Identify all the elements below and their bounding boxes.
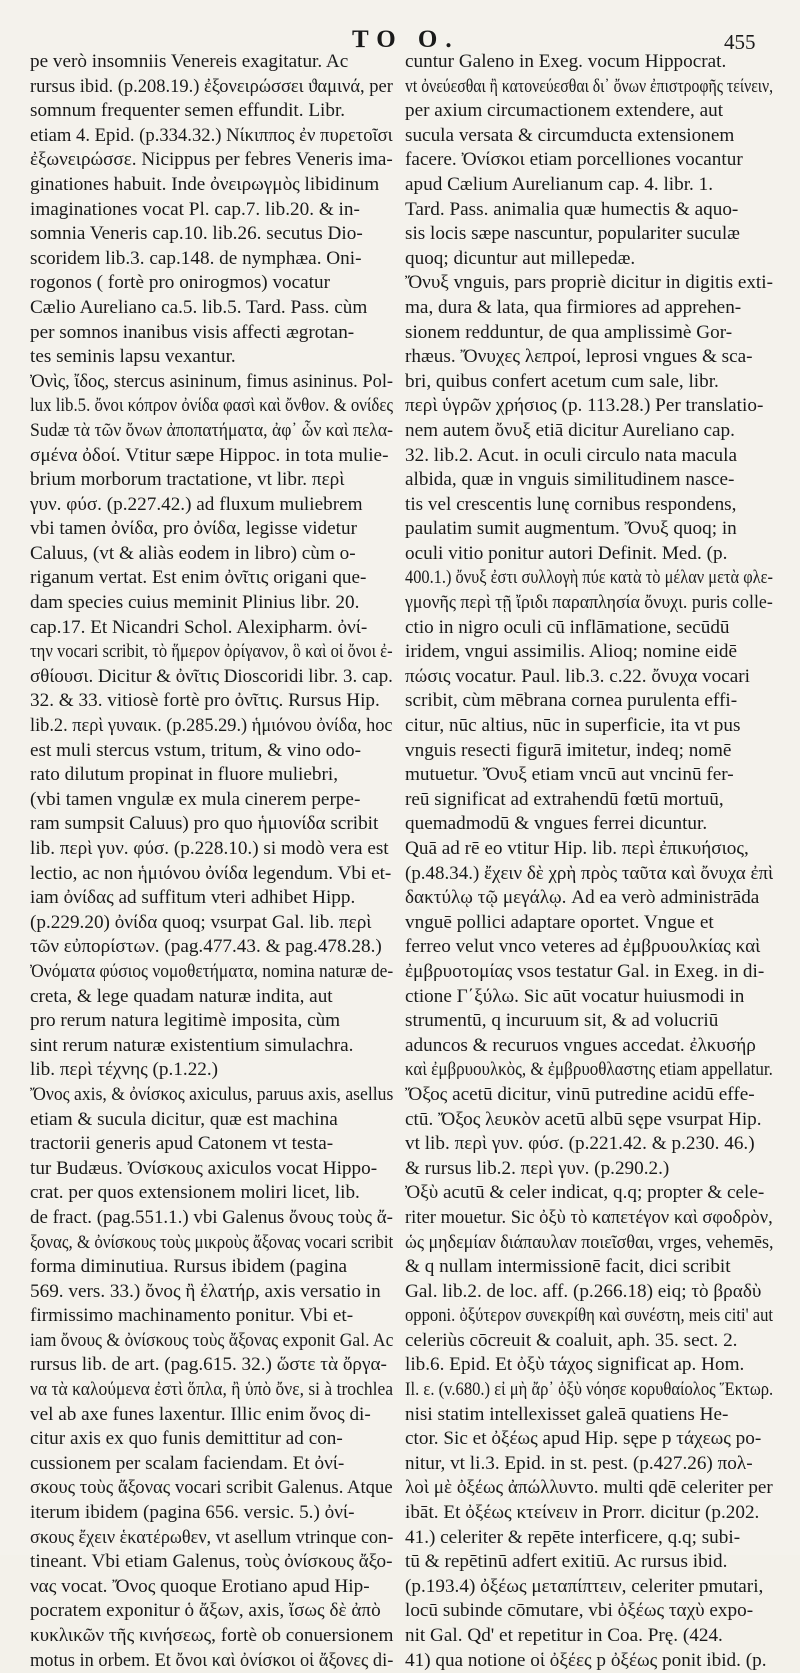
text-line: nisi statim intellexisset galeā quatiens He- (405, 1403, 729, 1425)
text-line: περὶ ὑγρῶν χρήσιος (p. 113.28.) Per translatio- (405, 395, 764, 417)
text-line: nit Gal. Qd' et repetitur in Coa. Prę. (424. (405, 1625, 723, 1646)
text-line: (vbi tamen vngulæ ex mula cinerem perpe- (30, 788, 361, 810)
text-line: vnguis resecti figurā imitetur, indeq; nomē (405, 739, 732, 761)
text-line: ferreo velut vnco veteres ad ἐμβρυουλκίας καὶ (405, 936, 761, 958)
text-line: Ὄξος acetū dicitur, vinū putredine acidū effe- (405, 1083, 755, 1105)
text-line: σθίουσι. Dicitur & ὀνῖτις Dioscoridi libr. 3. cap. (30, 665, 393, 687)
text-line: iam ὄνους & ὀνίσκους τοὺς ἄξονας exponit Gal. Ac (30, 1329, 394, 1351)
text-line: & rursus lib.2. περὶ γυν. (p.290.2.) (405, 1157, 670, 1179)
text-line: καὶ ἐμβρυουλκὸς, & ἐμβρυοθλαστης etiam appellatur. (405, 1059, 773, 1081)
text-line: albida, quæ in vnguis similitudinem nasce- (405, 469, 735, 491)
text-line: per somnos inanibus visis affecti ægrotan- (30, 321, 355, 343)
text-line: lib.2. περὶ γυναικ. (p.285.29.) ἡμιόνου ὀνίδα, hoc (30, 715, 393, 737)
text-line: iam ὀνίδας ad suffitum vteri adhibet Hipp. (30, 887, 356, 909)
text-line: tractorii generis apud Catonem vt testa- (30, 1133, 334, 1155)
text-line: crat. per quos extensionem moliri licet, lib. (30, 1182, 360, 1204)
text-line: λοὶ μὲ ὀξέως ἀπώλλυντο. multi qdē celeriter per (405, 1477, 773, 1499)
text-line: somnum frequenter semen effundit. Libr. (30, 100, 346, 122)
text-line: ram sumpsit Caluus) pro quo ἡμιονίδα scribit (30, 813, 379, 835)
text-line: lib. περὶ τέχνης (p.1.22.) (30, 1059, 219, 1081)
text-line: oculi vitio ponitur autori Definit. Med. (p. (405, 542, 728, 564)
text-line: iridem, vngui assimilis. Alioq; nomine eidē (405, 641, 738, 663)
text-line: rhæus. Ὄνυχες λεπροί, leprosi vngues & sca- (405, 346, 753, 368)
text-line: brium morborum tractatione, vt libr. περὶ (30, 469, 345, 491)
text-line: ἐμβρυοτομίας vsos testatur Gal. in Exeg. in di- (405, 960, 765, 982)
text-line: την vocari scribit, τὸ ἥμερον ὀρίγανον, ὃ καὶ οἱ ὄνοι ἐ- (30, 641, 393, 663)
text-line: rato dilutum propinat in fluore muliebri, (30, 764, 339, 786)
right-column (405, 50, 773, 1673)
text-line: γμονῆς περὶ τῇ ἴριδι παραπλησία ὄνυχι. puris colle- (405, 592, 773, 614)
text-line: κυκλικῶν τῆς κινήσεως, fortè ob conuersionem (30, 1625, 394, 1646)
text-line: 32. & 33. vitiosè fortè pro ὀνῖτις. Rursus Hip. (30, 690, 380, 712)
text-line: & q nullam intermissionē facit, dici scribit (405, 1256, 731, 1278)
text-line: tur Budæus. Ὀνίσκους axiculos vocat Hippo- (30, 1157, 378, 1179)
text-line: reū significat ad extrahendū fœtū mortuū, (405, 788, 724, 810)
text-line: Gal. lib.2. de loc. aff. (p.266.18) eiq; τὸ βραδὺ (405, 1280, 762, 1302)
text-line: sionem redduntur, de qua amplissimè Gor- (405, 321, 733, 343)
left-column (30, 50, 393, 1673)
text-line: lectio, ac non ἡμιόνου ὀνίδα legendum. Vbi et- (30, 862, 392, 884)
text-line: vt lib. περὶ γυν. φύσ. (p.221.42. & p.230. 46.) (405, 1133, 755, 1155)
text-line: celeriùs cōcreuit & coaluit, aph. 35. sect. 2. (405, 1329, 738, 1351)
text-line: opponi. ὀξύτερον συνεκρίθη καὶ συνέστη, meis citi' aut (405, 1305, 774, 1327)
text-line: facere. Ὀνίσκοι etiam porcelliones vocantur (405, 149, 743, 171)
text-line: scoridem lib.3. cap.148. de nymphæa. Oni- (30, 247, 362, 269)
text-line: σκους ἔχειν ἑκατέρωθεν, vt asellum vtrinque con- (30, 1526, 394, 1548)
text-line: νας vocat. Ὄνος quoque Erotiano apud Hip- (30, 1575, 370, 1597)
text-line: etiam 4. Epid. (p.334.32.) Νίκιππος ἐν πυρετοῖσι (30, 124, 393, 146)
text-line: σμένα ὀδοί. Vtitur sæpe Hippoc. in tota mulie- (30, 444, 389, 466)
text-line: vel ab axe funes laxentur. Illic enim ὄνος di- (30, 1403, 371, 1425)
text-line: Ὀξὺ acutū & celer indicat, q.q; propter & cele- (405, 1182, 765, 1204)
text-line: sint rerum naturæ existentium simulachra. (30, 1034, 354, 1056)
text-line: να τὰ καλούμενα ἐστὶ ὅπλα, ἢ ὑπὸ ὄνε, si à trochlea (30, 1379, 394, 1401)
text-line: citur axis ex quo funis demittitur ad con- (30, 1428, 343, 1450)
text-line: ctor. Sic et ὀξέως apud Hip. sępe p τάχεως po- (405, 1428, 762, 1450)
text-line: Caluus, (vt & aliàs eodem in libro) cùm o- (30, 542, 356, 564)
text-line: motus in orbem. Et ὄνοι καὶ ὀνίσκοι οἱ ἄξονες di- (30, 1649, 394, 1671)
text-line: pro rerum natura legitimè imposita, cùm (30, 1010, 341, 1032)
text-line: lib. περὶ γυν. φύσ. (p.228.10.) si modò vera est (30, 838, 389, 859)
text-line: rogonos ( fortè pro onirogmos) vocatur (30, 272, 331, 294)
text-line: forma diminutiua. Rursus ibidem (pagina (30, 1256, 348, 1278)
text-line: somnia Veneris cap.10. lib.26. secutus Dio- (30, 223, 363, 245)
text-line: strumentū, q incuruum sit, & ad volucriū (405, 1010, 719, 1032)
text-line: ibāt. Et ὀξέως κτείνειν in Prorr. dicitur (p.202. (405, 1502, 760, 1524)
text-line: 41.) celeriter & repēte interficere, q.q; subi- (405, 1526, 741, 1548)
text-line: sucula versata & circumducta extensionem (405, 124, 735, 146)
text-line: tes seminis lapsu vexantur. (30, 346, 236, 368)
text-line: nem autem ὄνυξ etiā dicitur Aureliano cap. (405, 419, 735, 441)
text-line: mutuetur. Ὄνυξ etiam vncū aut vncinū fer- (405, 764, 734, 786)
text-line: quemadmodū & vngues ferrei dicuntur. (405, 813, 708, 835)
text-line: riter mouetur. Sic ὀξὺ τὸ καπετέγον καὶ σφοδρὸν, (405, 1206, 773, 1228)
text-line: vbi tamen ὀνίδα, pro ὀνίδα, legisse videtur (30, 518, 357, 540)
text-line: σκους τοὺς ἄξονας vocari scribit Galenus. Atque (30, 1477, 393, 1499)
text-line: vnguē pollici adaptare oportet. Vngue et (405, 911, 714, 933)
text-line: rursus lib. de art. (pag.615. 32.) ὥστε τὰ ὄργα- (30, 1354, 387, 1376)
text-line: tineant. Vbi etiam Galenus, τοὺς ὀνίσκους ἄξο- (30, 1551, 393, 1573)
text-line: Cælio Aureliano ca.5. lib.5. Tard. Pass. cùm (30, 296, 368, 318)
text-line: ἐξωνειρώσσε. Nicippus per febres Veneris ima- (30, 149, 393, 171)
text-line: rursus ibid. (p.208.19.) ἐξονειρώσσει ϑαμινά, per (30, 75, 393, 97)
page-number: 455 (724, 30, 756, 54)
text-line: ginationes habuit. Inde ὀνειρωγμὸς libidinum (30, 173, 380, 195)
text-line: Il. ε. (v.680.) εἰ μὴ ἄρ᾽ ὀξὺ νόησε κορυθαίολος Ἕκτωρ. (405, 1379, 774, 1401)
text-line: paulatim sumit augmentum. Ὄνυξ quoq; in (405, 518, 737, 540)
text-line: pocratem exponitur ὁ ἄξων, axis, ἴσως δὲ ἀπὸ (30, 1600, 381, 1622)
text-line: cuntur Galeno in Exeg. vocum Hippocrat. (405, 51, 727, 72)
text-line: 569. vers. 33.) ὄνος ἢ ἐλατήρ, axis versatio in (30, 1280, 381, 1302)
text-line: δακτύλῳ τῷ μεγάλῳ. Ad ea verò administrāda (405, 887, 760, 909)
text-line: firmissimo machinamento ponitur. Vbi et- (30, 1305, 354, 1327)
text-line: ctū. Ὄξος λευκὸν acetū albū sępe vsurpat Hip. (405, 1108, 762, 1130)
text-line: locū subinde cōmutare, vbi ὀξέως ταχὺ expo- (405, 1600, 754, 1622)
text-line: quoq; dicuntur aut millepedæ. (405, 247, 636, 269)
text-line: riganum vertat. Est enim ὀνῖτις origani que- (30, 567, 367, 589)
text-line: bri, quibus confert acetum cum sale, libr. (405, 370, 719, 392)
text-line: citur, nūc altius, nūc in superficie, ita vt pus (405, 715, 741, 737)
text-line: ξονας, & ὀνίσκους τοὺς μικροὺς ἄξονας vocari scribit (30, 1231, 394, 1253)
text-line: vt ὀνεύεσθαι ἢ κατονεύεσθαι δι᾽ ὄνων ἐπιστροφῆς τείνειν, (405, 75, 774, 97)
text-line: Ὄνυξ vnguis, pars propriè dicitur in digitis exti- (405, 272, 773, 294)
text-line: cussionem per scalam faciendam. Et ὀνί- (30, 1452, 345, 1474)
text-line: Ὄνος axis, & ὀνίσκος axiculus, paruus axis, asellus (30, 1083, 394, 1105)
text-line: lux lib.5. ὄνοι κόπρον ὀνίδα φασὶ καὶ ὄνθον. & ονίδες (30, 395, 394, 417)
text-line: imaginationes vocat Pl. cap.7. lib.20. & in- (30, 198, 360, 220)
text-line: 32. lib.2. Acut. in oculi circulo nata macula (405, 444, 737, 466)
text-line: est muli stercus vstum, tritum, & vino odo- (30, 739, 361, 761)
text-line: tis vel crescentis lunę cornibus respondens, (405, 493, 737, 515)
text-line: creta, & lege quadam naturæ indita, aut (30, 985, 333, 1007)
text-line: πώσις vocatur. Paul. lib.3. c.22. ὄνυχα vocari (405, 665, 750, 687)
text-line: ma, dura & lata, qua firmiores ad apprehen- (405, 296, 742, 318)
text-line: (p.193.4) ὀξέως μεταπίπτειν, celeriter pmutari, (405, 1575, 764, 1597)
text-line: Quā ad rē eo vtitur Hip. lib. περὶ ἐπικυήσιος, (405, 838, 749, 859)
text-line: τῶν εὐπορίστων. (pag.477.43. & pag.478.28.) (30, 936, 382, 958)
text-line: Tard. Pass. animalia quæ humectis & aquo- (405, 198, 739, 220)
text-line: (p.48.34.) ἔχειν δὲ χρὴ πρὸς ταῦτα καὶ ὄνυχα ἐπὶ (405, 862, 774, 884)
text-line: 41) qua notione οἱ ὀξέες p ὀξέως ponit ibid. (p. (405, 1649, 767, 1671)
text-line: ὡς μηδεμίαν διάπαυλαν ποιεῖσθαι, vrges, vehemēs, (405, 1231, 774, 1253)
text-line: pe verò insomniis Venereis exagitatur. Ac (30, 51, 349, 72)
text-line: per axium circumactionem extendere, aut (405, 100, 724, 122)
running-head: ΤΟ Ο. (352, 26, 460, 53)
text-line: tū & repētinū adfert exitiū. Ac rursus ibid. (405, 1551, 728, 1573)
text-line: cap.17. Et Nicandri Schol. Alexipharm. ὀνί- (30, 616, 368, 638)
text-line: iterum ibidem (pagina 656. versic. 5.) ὀνί- (30, 1502, 355, 1524)
text-line: scribit, cùm mēbrana cornea purulenta effi- (405, 690, 738, 712)
text-line: dam species cuius meminit Plinius libr. 20. (30, 592, 360, 614)
text-line: aduncos & recuruos vngues accedat. ἐλκυσήρ (405, 1034, 756, 1056)
text-line: Ὀνὶς, ἴδος, stercus asininum, fimus asininus. Pol- (30, 370, 394, 392)
text-line: etiam & sucula dicitur, quæ est machina (30, 1108, 338, 1130)
text-line: Ὀνόματα φύσιος νομοθετήματα, nomina naturæ de- (30, 960, 394, 982)
text-line: (p.229.20) ὀνίδα quoq; vsurpat Gal. lib. περὶ (30, 911, 372, 933)
text-line: nitur, vt li.3. Epid. in st. pest. (p.427.26) πολ- (405, 1452, 753, 1474)
text-line: apud Cælium Aurelianum cap. 4. libr. 1. (405, 173, 714, 195)
text-line: ctio in nigro oculi cū inflāmatione, secūdū (405, 616, 730, 638)
text-line: sis locis sæpe nascuntur, populariter suculæ (405, 223, 740, 245)
text-line: Sudæ τὰ τῶν ὄνων ἀποπατήματα, ἀφ᾽ ὧν καὶ πελα- (30, 419, 394, 441)
text-line: γυν. φύσ. (p.227.42.) ad fluxum muliebrem (30, 493, 363, 515)
text-line: de fract. (pag.551.1.) vbi Galenus ὄνους τοὺς ἄ- (30, 1206, 393, 1228)
text-line: 400.1.) ὄνυξ ἐστι συλλογὴ πύε κατὰ τὸ μέλαν μετὰ φλε- (405, 567, 773, 589)
text-line: ctione Γ΄ξύλω. Sic aūt vocatur huiusmodi in (405, 985, 745, 1007)
text-line: lib.6. Epid. Et ὀξὺ τάχος significat ap. Hom. (405, 1354, 745, 1376)
